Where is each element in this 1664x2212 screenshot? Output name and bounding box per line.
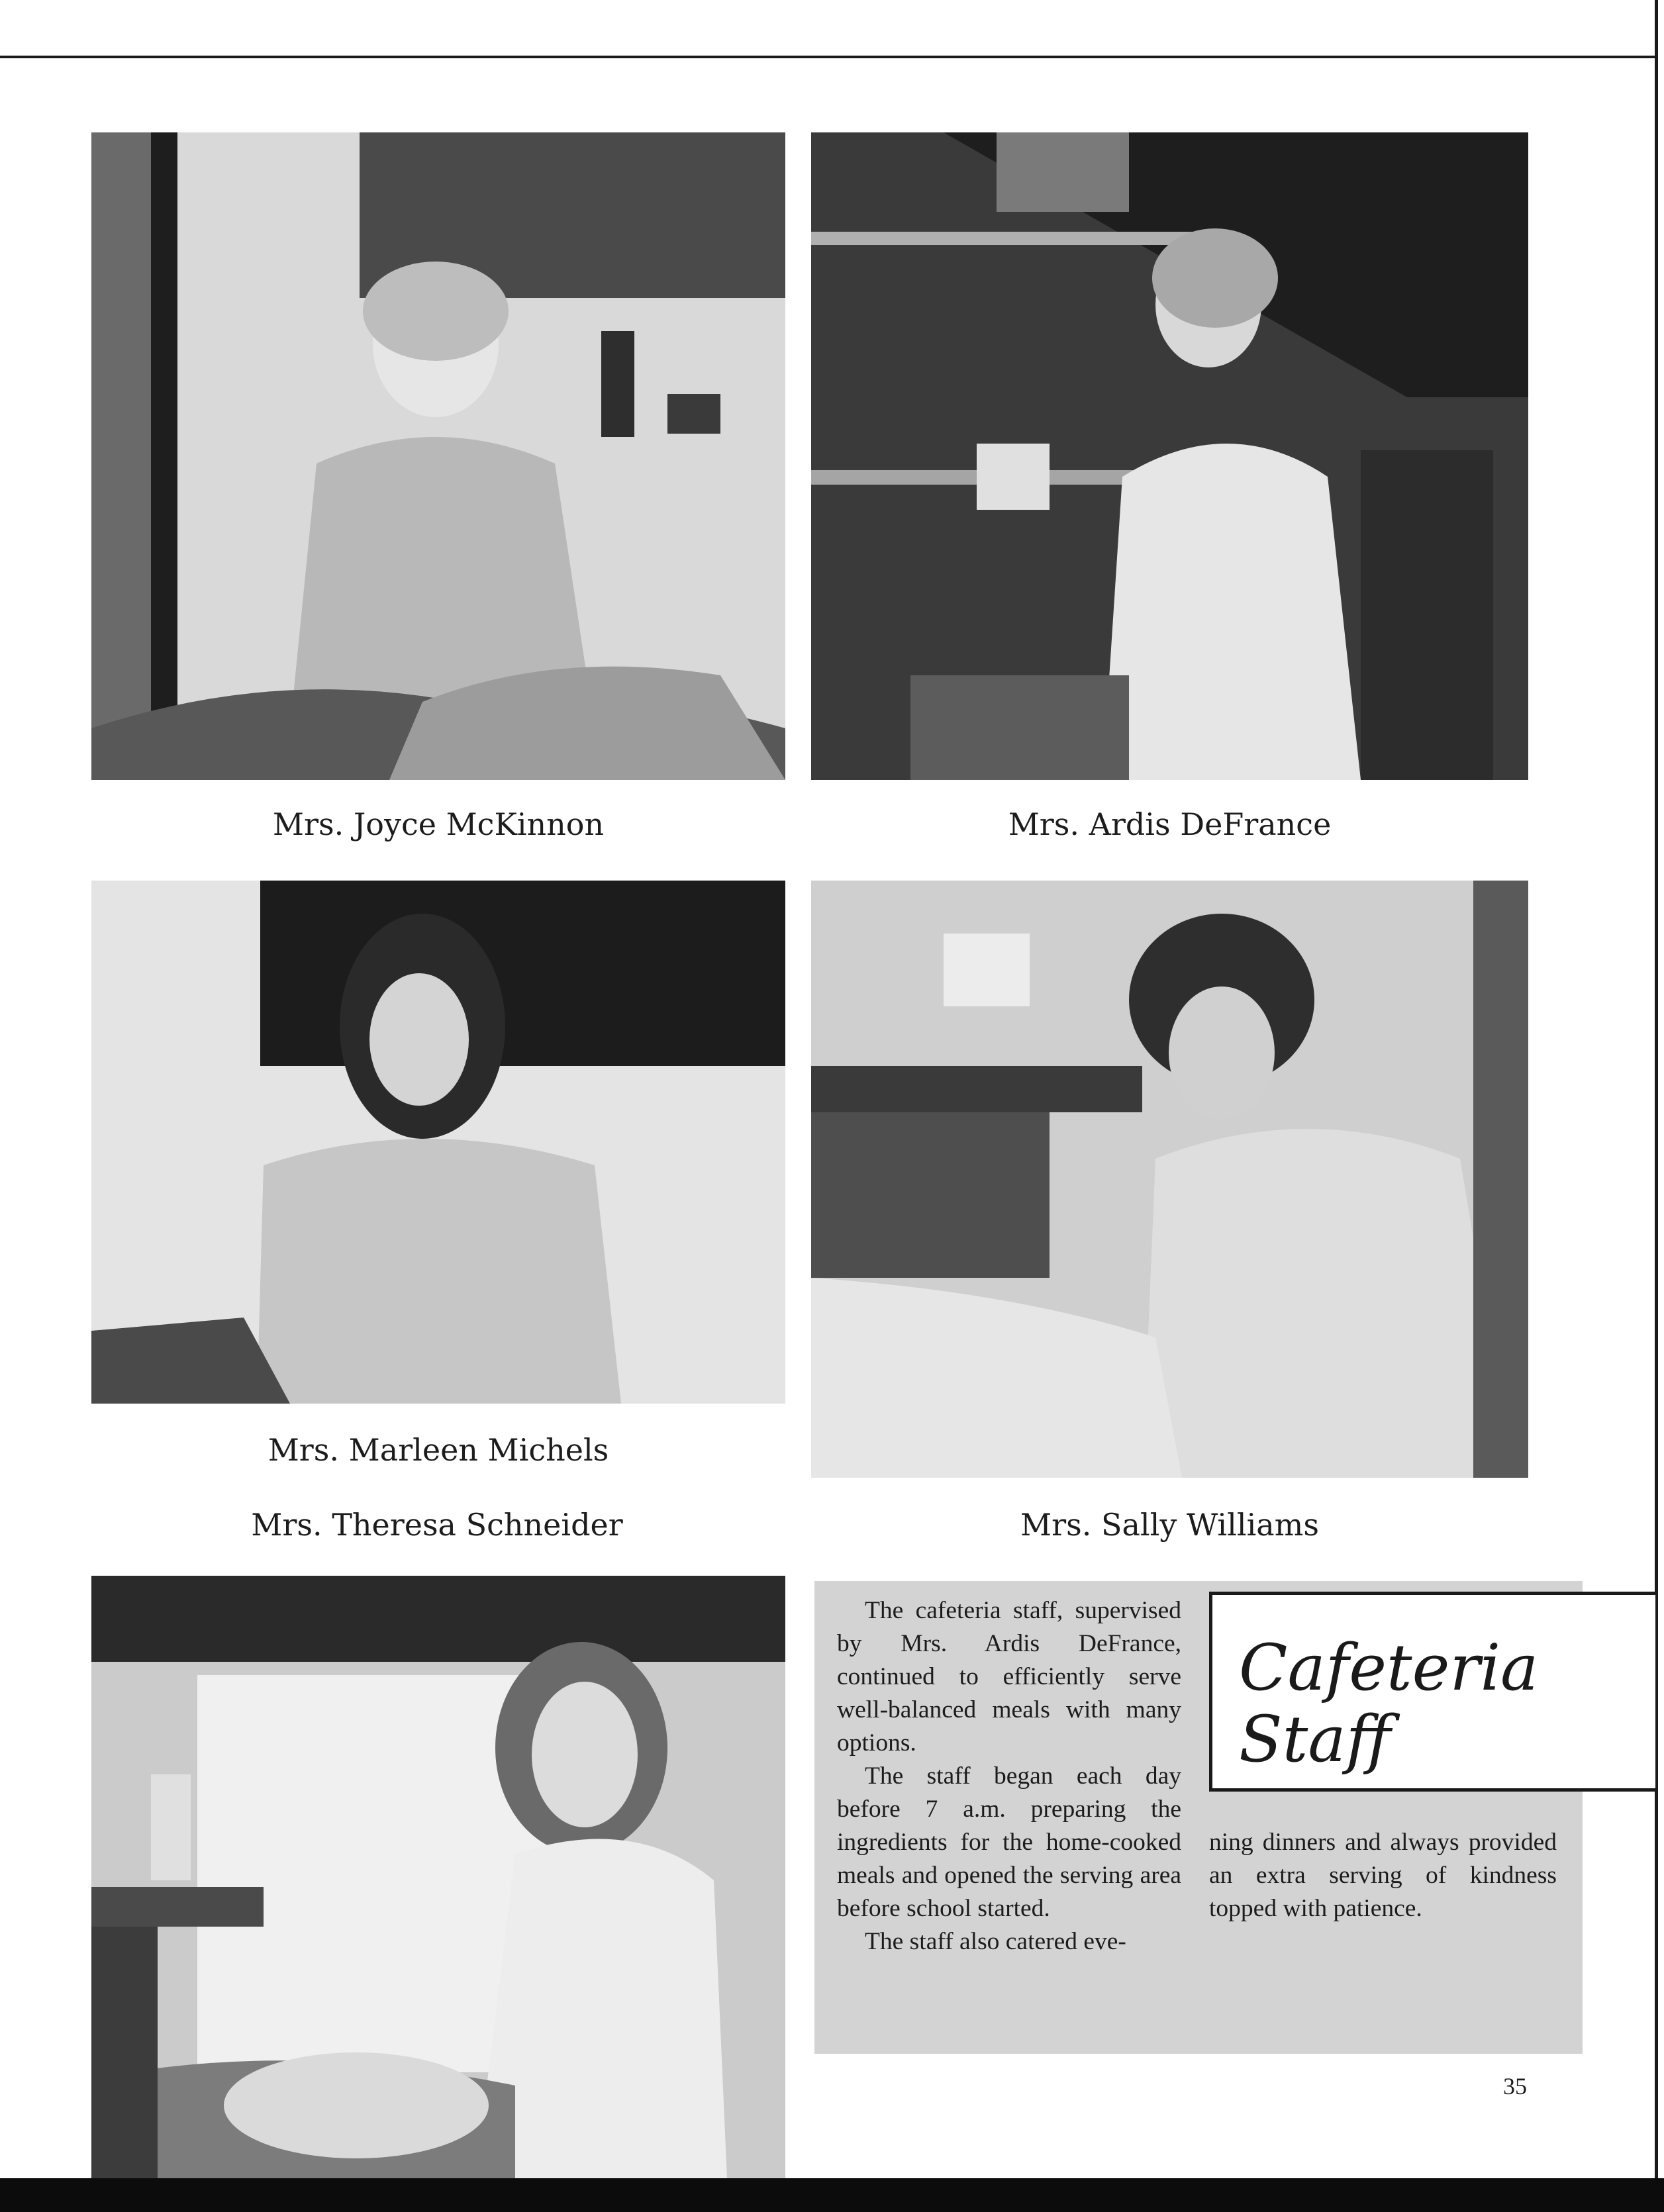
- right-rule: [1655, 0, 1658, 2178]
- article-column-1: [837, 1594, 1181, 1958]
- caption-williams: Mrs. Sally Williams: [1020, 1507, 1319, 1543]
- article-paragraph: The staff began each day before 7 a.m. preparing the ingredients for the home-cooked meals and opened the serving area before school started.: [837, 1762, 1181, 1922]
- article-column-2: [1209, 1826, 1557, 1925]
- article-title-line-1: Cafeteria: [1239, 1631, 1539, 1705]
- caption-schneider: Mrs. Theresa Schneider: [251, 1507, 623, 1543]
- top-rule: [0, 56, 1657, 58]
- photo-mckinnon: [91, 132, 785, 780]
- article-title: [1239, 1632, 1538, 1775]
- article-title-line-2: Staff: [1239, 1702, 1391, 1776]
- article-paragraph: The cafeteria staff, supervised by Mrs. Ardis DeFrance, continued to efficiently serve well-balanced meals with many options.: [837, 1597, 1181, 1756]
- page-number: 35: [1503, 2073, 1527, 2099]
- photo-williams: [811, 881, 1528, 1478]
- caption-defrance: Mrs. Ardis DeFrance: [1008, 806, 1332, 842]
- caption-mckinnon: Mrs. Joyce McKinnon: [272, 806, 605, 842]
- photo-defrance: [811, 132, 1528, 780]
- article-title-box: [1209, 1592, 1655, 1792]
- article-paragraph: The staff also catered eve-: [865, 1928, 1126, 1955]
- bottom-band: [0, 2178, 1664, 2212]
- photo-schneider: [91, 1576, 785, 2178]
- caption-michels: Mrs. Marleen Michels: [268, 1432, 609, 1468]
- article-paragraph: ning dinners and always provided an extra serving of kindness topped with patience.: [1209, 1829, 1557, 1922]
- photo-michels: [91, 881, 785, 1404]
